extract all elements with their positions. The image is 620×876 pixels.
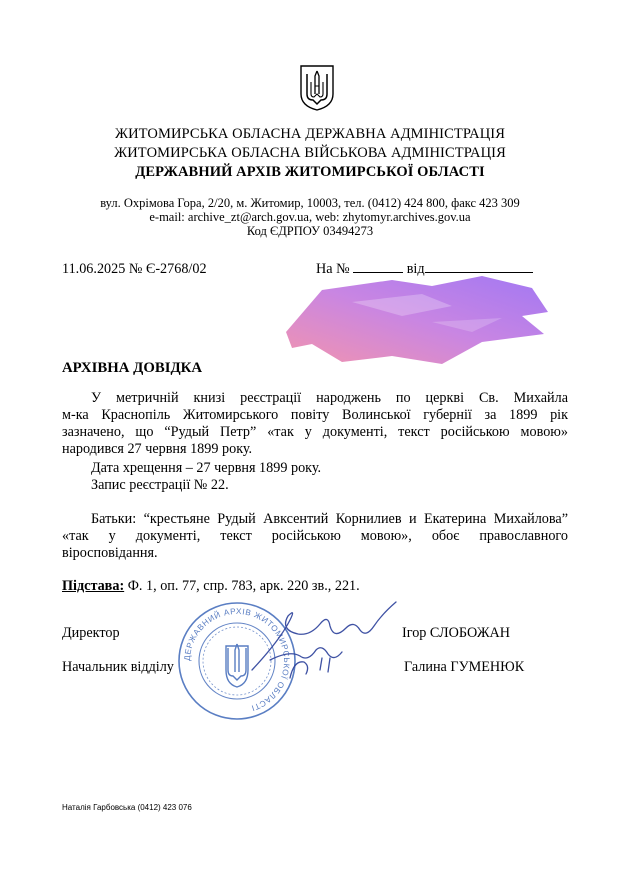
director-signature — [250, 600, 400, 682]
basis-line — [62, 578, 360, 595]
redaction-overlay — [282, 272, 554, 368]
paragraph-1-line-3: зазначено, що “Рудый Петр” «так у документі, текст російською мовою» — [62, 424, 568, 440]
coat-of-arms-icon — [299, 64, 335, 112]
basis-label: Підстава: — [62, 578, 125, 594]
paragraph-1-line-1: У метричній книзі реєстрації народжень по церкві Св. Михайла — [91, 390, 568, 406]
parents-line-3: віросповідання. — [62, 545, 158, 561]
outgoing-number: 11.06.2025 № Є-2768/02 — [62, 261, 207, 277]
edrpou-code: Код ЄДРПОУ 03494273 — [246, 224, 374, 238]
header-line-2: ЖИТОМИРСЬКА ОБЛАСНА ВІЙСЬКОВА АДМІНІСТРАЦІЯ — [114, 145, 506, 161]
address-line: вул. Охрімова Гора, 2/20, м. Житомир, 10003, тел. (0412) 424 800, факс 423 309 — [100, 196, 520, 210]
executor-contact: Наталія Гарбовська (0412) 423 076 — [62, 803, 192, 812]
parents-line-1: Батьки: “крестьяне Рудый Авксентий Корнилиев и Екатерина Михайлова” — [91, 511, 568, 527]
incoming-number-label: На № — [316, 261, 350, 277]
header-line-3: ДЕРЖАВНИЙ АРХІВ ЖИТОМИРСЬКОЇ ОБЛАСТІ — [135, 164, 485, 180]
head-of-department-title: Начальник відділу — [62, 659, 174, 675]
basis-text: Ф. 1, оп. 77, спр. 783, арк. 220 зв., 221. — [127, 578, 360, 594]
incoming-date-label: від — [406, 261, 425, 277]
contacts-line: e-mail: archive_zt@arch.gov.ua, web: zhytomyr.archives.gov.ua — [149, 210, 471, 224]
head-of-department-name: Галина ГУМЕНЮК — [404, 659, 525, 675]
stamp-text: ДЕРЖАВНИЙ АРХІВ ЖИТОМИРСЬКОЇ ОБЛАСТІ — [182, 606, 292, 713]
director-title: Директор — [62, 625, 120, 641]
baptism-date: Дата хрещення – 27 червня 1899 року. — [91, 460, 322, 476]
parents-line-2: «так у документі, текст російською мовою», обоє православного — [62, 528, 568, 544]
paragraph-1-line-2: м-ка Краснопіль Житомирського повіту Волинської губернії за 1899 рік — [62, 407, 568, 423]
paragraph-1-line-4: народився 27 червня 1899 року. — [62, 441, 253, 457]
director-name: Ігор СЛОБОЖАН — [402, 625, 511, 641]
header-line-1: ЖИТОМИРСЬКА ОБЛАСНА ДЕРЖАВНА АДМІНІСТРАЦІЯ — [114, 126, 505, 142]
document-title: АРХІВНА ДОВІДКА — [62, 360, 203, 376]
record-number: Запис реєстрації № 22. — [91, 477, 229, 493]
